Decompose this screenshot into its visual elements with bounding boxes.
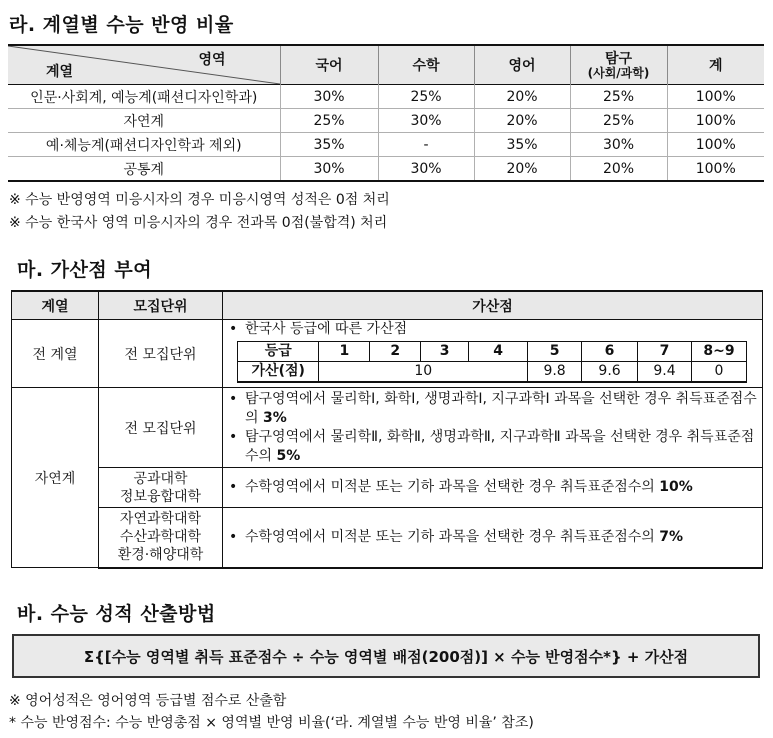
bonus-inquiry-1 — [229, 390, 762, 428]
ratio-table-header — [8, 45, 764, 85]
unit-engineering-1: 공과대학 — [133, 470, 188, 487]
section-title-ba: 바. 수능 성적 산출방법 — [17, 603, 216, 625]
table-row — [8, 85, 764, 109]
bonus-inquiry-2 — [229, 428, 762, 466]
field-all: 전 계열 — [12, 320, 99, 388]
note-ba-2: * 수능 반영점수: 수능 반영총점 × 영역별 반영 비율(‘라. 계열별 수능 반영 비율’ 참조) — [9, 715, 534, 731]
points-row-label: 가산(점) — [238, 362, 319, 383]
grade-table — [237, 341, 747, 383]
grade-cell: 5 — [528, 342, 582, 362]
bonus-math-10-text: 수학영역에서 미적분 또는 기하 과목을 선택한 경우 취득표준점수의 — [245, 479, 660, 495]
section-title-ma: 마. 가산점 부여 — [17, 259, 153, 281]
unit-science-3: 환경·해양대학 — [117, 547, 204, 564]
cell: 25% — [378, 85, 474, 109]
header-korean: 국어 — [280, 45, 378, 85]
unit-all: 전 모집단위 — [99, 320, 223, 388]
grade-cell: 7 — [638, 342, 692, 362]
cell: 20% — [474, 157, 570, 182]
table-row — [12, 508, 763, 568]
row-name: 인문·사회계, 예능계(패션디자인학과) — [8, 85, 280, 109]
bonus-inquiry-2-value: 5% — [276, 447, 301, 464]
bonus-history-cell — [223, 320, 763, 388]
bonus-history-text: • 한국사 등급에 따른 가산점 — [229, 320, 762, 339]
cell: 35% — [474, 133, 570, 157]
cell: 30% — [280, 85, 378, 109]
header-math: 수학 — [378, 45, 474, 85]
grade-cell: 1 — [319, 342, 370, 362]
corner-label-field: 계열 — [46, 64, 74, 80]
cell: 30% — [378, 157, 474, 182]
field-natural: 자연계 — [12, 388, 99, 568]
table-row — [8, 109, 764, 133]
points-cell: 9.6 — [582, 362, 638, 383]
table-row — [8, 133, 764, 157]
table-row — [12, 468, 763, 508]
note-ra-1: ※ 수능 반영영역 미응시자의 경우 미응시영역 성적은 0점 처리 — [9, 192, 390, 208]
grade-cell: 2 — [370, 342, 421, 362]
bonus-table — [11, 290, 763, 569]
grade-cell: 3 — [421, 342, 469, 362]
note-ra-2: ※ 수능 한국사 영역 미응시자의 경우 전과목 0점(불합격) 처리 — [9, 215, 388, 231]
cell: 20% — [474, 85, 570, 109]
note-ba-1: ※ 영어성적은 영어영역 등급별 점수로 산출함 — [9, 693, 287, 709]
row-name: 공통계 — [8, 157, 280, 182]
header-field: 계열 — [12, 291, 99, 320]
row-name: 자연계 — [8, 109, 280, 133]
unit-engineering — [99, 468, 223, 508]
unit-science-2: 수산과학대학 — [119, 529, 202, 546]
points-cell: 0 — [691, 362, 746, 383]
bonus-math-10-value: 10% — [659, 479, 693, 495]
header-unit: 모집단위 — [99, 291, 223, 320]
header-total: 계 — [667, 45, 764, 85]
cell: 30% — [378, 109, 474, 133]
grade-cell: 4 — [469, 342, 528, 362]
table-row — [12, 320, 763, 388]
cell: 100% — [667, 133, 764, 157]
unit-science-1: 자연과학대학 — [119, 511, 202, 528]
ratio-table — [8, 44, 764, 182]
header-english: 영어 — [474, 45, 570, 85]
points-cell: 9.8 — [528, 362, 582, 383]
cell: 100% — [667, 109, 764, 133]
header-inquiry-label: 탐구 — [604, 50, 633, 67]
cell: - — [378, 133, 474, 157]
bonus-math-7-value: 7% — [659, 528, 684, 545]
cell: 30% — [280, 157, 378, 182]
cell: 25% — [570, 109, 667, 133]
bonus-math-10-cell — [223, 468, 763, 508]
table-row — [12, 388, 763, 468]
unit-engineering-2: 정보융합대학 — [119, 488, 202, 505]
bonus-math-7-cell — [223, 508, 763, 568]
bonus-math-7-text: 수학영역에서 미적분 또는 기하 과목을 선택한 경우 취득표준점수의 — [245, 528, 660, 545]
points-merged-cell: 10 — [319, 362, 528, 383]
grade-cell: 8~9 — [691, 342, 746, 362]
bonus-inquiry-1-text: 탐구영역에서 물리학Ⅰ, 화학Ⅰ, 생명과학Ⅰ, 지구과학Ⅰ 과목을 선택한 경우 취득표준점수의 — [245, 390, 757, 426]
bonus-inquiry-2-text: 탐구영역에서 물리학Ⅱ, 화학Ⅱ, 생명과학Ⅱ, 지구과학Ⅱ 과목을 선택한 경우 취득표준점수의 — [245, 428, 755, 464]
cell: 20% — [474, 109, 570, 133]
grade-cell: 6 — [582, 342, 638, 362]
cell: 30% — [570, 133, 667, 157]
cell: 25% — [280, 109, 378, 133]
table-row — [8, 157, 764, 182]
cell: 25% — [570, 85, 667, 109]
diagonal-header-cell — [8, 45, 280, 85]
cell: 100% — [667, 157, 764, 182]
formula-box — [12, 634, 760, 678]
header-inquiry-sub: (사회/과학) — [587, 65, 650, 80]
bonus-table-header — [12, 291, 763, 320]
points-row — [238, 362, 747, 383]
header-bonus: 가산점 — [223, 291, 763, 320]
header-inquiry — [570, 45, 667, 85]
cell: 100% — [667, 85, 764, 109]
points-cell: 9.4 — [638, 362, 692, 383]
cell: 35% — [280, 133, 378, 157]
bonus-math-7 — [229, 528, 762, 547]
bonus-math-10 — [229, 478, 762, 497]
formula-text: Σ{[수능 영역별 취득 표준점수 ÷ 수능 영역별 배점(200점)] × 수능 반영점수*} + 가산점 — [83, 647, 689, 666]
corner-label-area: 영역 — [198, 52, 226, 68]
grade-row — [238, 342, 747, 362]
bonus-inquiry-1-value: 3% — [262, 409, 287, 426]
cell: 20% — [570, 157, 667, 182]
section-title-ra: 라. 계열별 수능 반영 비율 — [9, 14, 234, 36]
bonus-inquiry-cell — [223, 388, 763, 468]
unit-all-natural: 전 모집단위 — [99, 388, 223, 468]
grade-row-label: 등급 — [238, 342, 319, 362]
row-name: 예·체능계(패션디자인학과 제외) — [8, 133, 280, 157]
unit-science — [99, 508, 223, 568]
